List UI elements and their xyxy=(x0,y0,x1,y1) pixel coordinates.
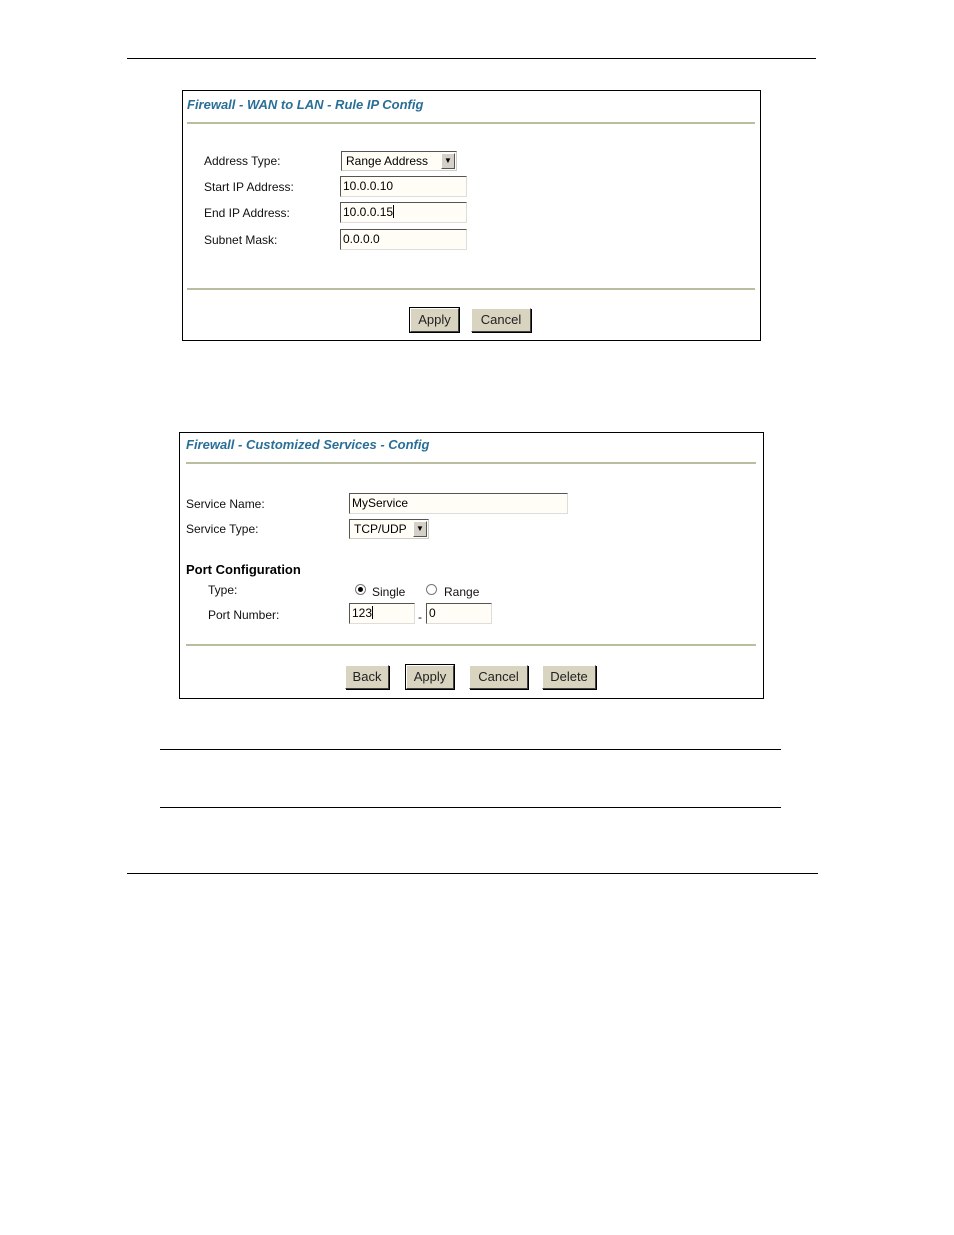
port-end-input[interactable] xyxy=(426,603,492,624)
port-start-value: 123 xyxy=(352,606,373,620)
footer-separator xyxy=(186,644,756,646)
cancel-button[interactable]: Cancel xyxy=(469,665,528,689)
apply-button[interactable]: Apply xyxy=(406,665,454,689)
chevron-down-icon[interactable]: ▼ xyxy=(413,521,427,537)
port-end-value: 0 xyxy=(429,606,436,620)
note-bottom-rule xyxy=(160,807,781,808)
type-label: Type: xyxy=(208,583,238,597)
radio-single-icon[interactable] xyxy=(355,584,366,595)
subnet-mask-input[interactable] xyxy=(340,229,467,250)
type-single-label: Single xyxy=(372,585,406,599)
subnet-mask-label: Subnet Mask: xyxy=(204,233,278,247)
port-configuration-heading: Port Configuration xyxy=(186,562,301,577)
address-type-label: Address Type: xyxy=(204,154,281,168)
delete-button[interactable]: Delete xyxy=(542,665,596,689)
page-top-rule xyxy=(127,58,816,59)
address-type-value: Range Address xyxy=(346,154,429,168)
radio-range-icon[interactable] xyxy=(426,584,437,595)
service-name-value: MyService xyxy=(352,496,409,510)
address-type-select[interactable] xyxy=(341,151,457,171)
apply-button[interactable]: Apply xyxy=(410,308,459,332)
page-bottom-rule xyxy=(127,873,818,874)
end-ip-value: 10.0.0.15 xyxy=(343,205,394,219)
service-type-select[interactable] xyxy=(349,519,429,539)
service-type-label: Service Type: xyxy=(186,522,259,536)
start-ip-value: 10.0.0.10 xyxy=(343,179,394,193)
text-caret xyxy=(393,205,394,218)
service-name-input[interactable] xyxy=(349,493,568,514)
service-type-value: TCP/UDP xyxy=(354,522,407,536)
subnet-mask-value: 0.0.0.0 xyxy=(343,232,380,246)
text-caret xyxy=(372,606,373,619)
port-start-input[interactable] xyxy=(349,603,415,624)
rule-ip-config-panel xyxy=(182,90,761,341)
panel-title: Firewall - Customized Services - Config xyxy=(186,437,430,452)
customized-services-panel xyxy=(179,432,764,699)
title-separator xyxy=(187,122,755,124)
end-ip-label: End IP Address: xyxy=(204,206,290,220)
note-top-rule xyxy=(160,749,781,750)
panel-title: Firewall - WAN to LAN - Rule IP Config xyxy=(187,97,424,112)
port-separator: - xyxy=(418,610,422,624)
chevron-down-icon[interactable]: ▼ xyxy=(441,153,455,169)
start-ip-label: Start IP Address: xyxy=(204,180,294,194)
start-ip-input[interactable] xyxy=(340,176,467,197)
service-name-label: Service Name: xyxy=(186,497,265,511)
title-separator xyxy=(186,462,756,464)
cancel-button[interactable]: Cancel xyxy=(471,308,531,332)
footer-separator xyxy=(187,288,755,290)
end-ip-input[interactable] xyxy=(340,202,467,223)
back-button[interactable]: Back xyxy=(345,665,389,689)
port-number-label: Port Number: xyxy=(208,608,280,622)
type-range-label: Range xyxy=(444,585,480,599)
